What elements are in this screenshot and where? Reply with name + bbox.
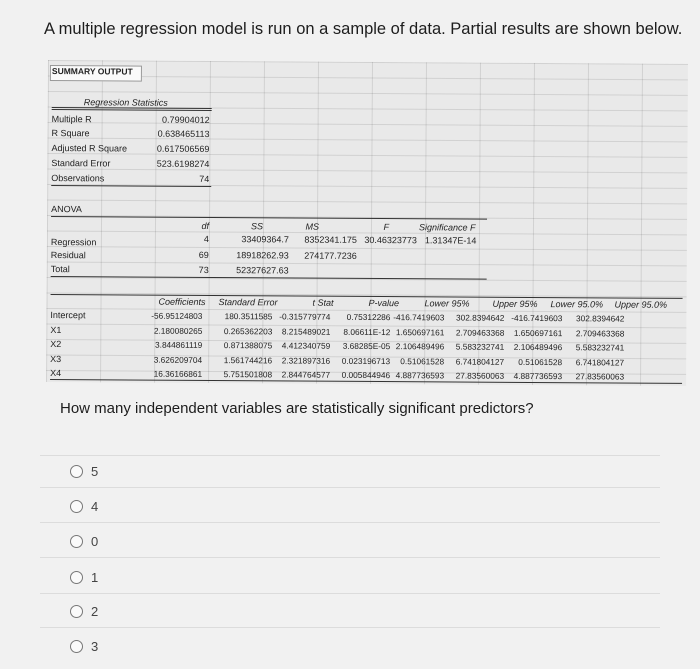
coef-value: 3.68285E-05 — [342, 340, 391, 352]
coef-header: Upper 95% — [492, 298, 538, 309]
anova-sig: 1.31347E-14 — [424, 235, 477, 246]
anova-row-label: Total — [50, 264, 70, 275]
coef-header: Lower 95% — [424, 298, 470, 309]
coef-value: -0.315779774 — [279, 311, 331, 322]
anova-f: 30.46323773 — [364, 234, 417, 246]
coef-header: t Stat — [312, 297, 334, 308]
anova-row-label: Residual — [50, 250, 86, 261]
option-0[interactable] — [70, 534, 98, 549]
radio-button[interactable] — [70, 571, 83, 584]
anova-title: ANOVA — [51, 204, 82, 215]
coef-header: Coefficients — [158, 296, 206, 307]
coef-value: 2.844764577 — [281, 369, 331, 380]
option-4[interactable] — [70, 499, 98, 514]
coef-row-label: X2 — [50, 339, 62, 350]
coef-row-label: X3 — [50, 353, 62, 364]
coef-value: 180.3511585 — [224, 311, 273, 322]
coef-value: 0.265362203 — [223, 325, 273, 336]
coef-value: 0.005844946 — [341, 369, 391, 381]
anova-header-f: F — [383, 222, 390, 233]
coef-value: 1.561744216 — [223, 354, 273, 365]
option-3[interactable] — [70, 639, 98, 654]
question-text: A multiple regression model is run on a sample of data. Partial results are shown below. — [44, 20, 683, 38]
coef-header: Lower 95.0% — [550, 299, 604, 310]
anova-ms: 8352341.175 — [304, 234, 357, 245]
coef-value: 4.412340759 — [281, 340, 331, 351]
stat-value: 0.617506569 — [156, 143, 210, 154]
anova-ms: 274177.7236 — [304, 250, 357, 261]
coef-value: 2.180080265 — [153, 325, 203, 336]
radio-button[interactable] — [70, 500, 83, 513]
coef-value: 1.650697161 — [395, 326, 445, 337]
coef-value: 2.709463368 — [455, 326, 505, 338]
option-5[interactable] — [70, 464, 98, 479]
anova-ss: 52327627.63 — [236, 265, 289, 276]
coef-value: 27.83560063 — [575, 371, 625, 382]
coef-value: 1.650697161 — [513, 327, 563, 338]
stat-label: Observations — [51, 173, 105, 184]
option-label: 0 — [91, 534, 99, 549]
stat-value: 523.6198274 — [156, 158, 210, 169]
coef-value: 8.215489021 — [281, 325, 331, 337]
coef-row-label: Intercept — [50, 310, 86, 321]
coef-value: 3.844861119 — [155, 339, 203, 350]
anova-df: 4 — [203, 233, 209, 244]
coef-value: 5.751501808 — [223, 369, 273, 380]
option-1[interactable] — [70, 570, 98, 585]
coef-value: 8.06611E-12 — [343, 326, 391, 337]
anova-df: 69 — [198, 249, 209, 260]
option-label: 5 — [91, 464, 99, 479]
coef-value: 4.887736593 — [513, 370, 563, 382]
coef-header: P-value — [368, 297, 400, 309]
radio-button[interactable] — [70, 640, 83, 653]
coef-value: 16.36166861 — [153, 368, 203, 379]
regression-output-image — [46, 60, 688, 386]
stat-value: 0.79904012 — [162, 114, 210, 125]
coef-value: 2.709463368 — [575, 327, 625, 339]
coef-value: 2.321897316 — [281, 354, 331, 366]
coef-row-label: X1 — [50, 324, 62, 335]
anova-header-df: df — [201, 220, 210, 231]
radio-button[interactable] — [70, 535, 83, 548]
coef-value: 4.887736593 — [395, 370, 445, 381]
coef-value: 27.83560063 — [455, 370, 505, 381]
coef-value: -56.95124803 — [151, 310, 203, 321]
coef-row-label: X4 — [50, 368, 62, 379]
anova-header-ms: MS — [305, 221, 320, 232]
anova-header-sig: Significance F — [418, 222, 476, 233]
coef-header: Standard Error — [218, 297, 278, 308]
coef-value: 0.51061528 — [518, 356, 563, 367]
coef-value: 2.106489496 — [513, 341, 563, 353]
summary-output-label: SUMMARY OUTPUT — [51, 66, 133, 77]
coef-value: 2.106489496 — [395, 341, 445, 352]
stat-value: 0.638465113 — [157, 128, 210, 139]
stat-label: R Square — [51, 128, 90, 139]
radio-button[interactable] — [70, 465, 83, 478]
coef-value: 0.023196713 — [341, 355, 391, 366]
coef-value: 3.626209704 — [153, 354, 203, 365]
anova-header-ss: SS — [250, 221, 264, 232]
option-label: 2 — [91, 604, 99, 619]
coef-value: 6.741804127 — [455, 355, 505, 367]
coef-value: -416.7419603 — [393, 312, 445, 323]
coef-value: 302.8394642 — [575, 313, 625, 324]
stat-label: Multiple R — [51, 114, 92, 125]
anova-ss: 33409364.7 — [241, 234, 289, 245]
anova-row-label: Regression — [50, 237, 97, 248]
coef-value: 6.741804127 — [575, 356, 625, 368]
coef-value: 302.8394642 — [455, 312, 505, 323]
coef-value: 0.51061528 — [400, 355, 445, 366]
radio-button[interactable] — [70, 605, 83, 618]
coef-value: 5.583232741 — [575, 342, 625, 353]
stat-label: Adjusted R Square — [51, 143, 128, 154]
anova-ss: 18918262.93 — [236, 250, 289, 261]
option-label: 4 — [91, 499, 99, 514]
regression-statistics-header: Regression Statistics — [83, 97, 168, 108]
option-label: 3 — [91, 639, 99, 654]
coef-value: 0.871388075 — [223, 340, 273, 351]
stat-label: Standard Error — [51, 158, 111, 169]
stat-value: 74 — [199, 173, 210, 184]
option-2[interactable] — [70, 604, 98, 619]
coef-value: 5.583232741 — [455, 341, 505, 352]
anova-df: 73 — [198, 264, 209, 275]
sub-question-text: How many independent variables are statistically significant predictors? — [60, 400, 534, 417]
coef-value: 0.75312286 — [346, 311, 391, 323]
coef-header: Upper 95.0% — [614, 299, 668, 310]
coef-value: -416.7419603 — [511, 312, 563, 324]
option-label: 1 — [91, 570, 99, 585]
